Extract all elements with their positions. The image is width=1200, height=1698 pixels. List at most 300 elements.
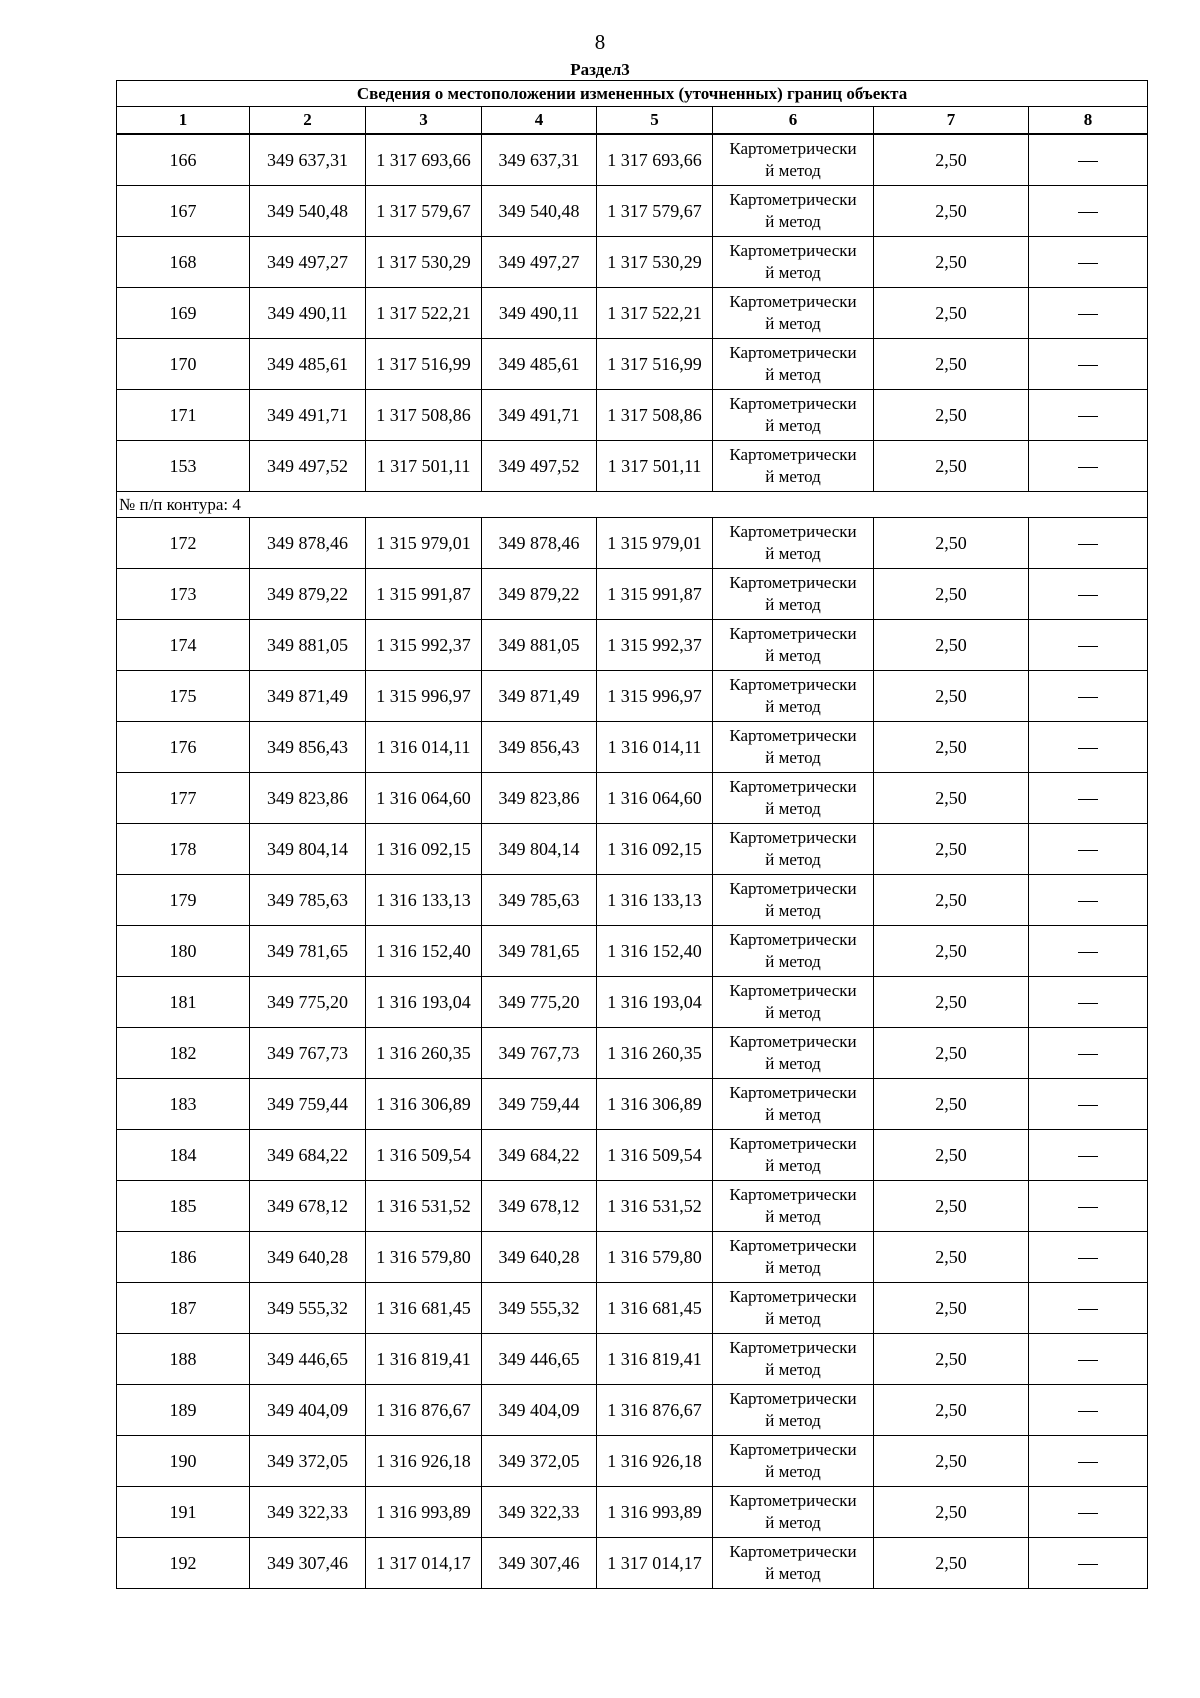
accuracy-cell: 2,50 [874,186,1029,237]
point-number-cell: 186 [117,1232,250,1283]
method-text: й метод [765,1003,821,1022]
note-cell [1029,1385,1148,1436]
x-refined-cell: 349 555,32 [482,1283,597,1334]
x-existing-cell: 349 759,44 [250,1079,366,1130]
method-text: Картометрически [729,930,857,949]
y-refined-cell: 1 316 819,41 [597,1334,713,1385]
method-text: й метод [765,901,821,920]
x-existing-cell: 349 871,49 [250,671,366,722]
method-cell [713,722,874,773]
method-text: Картометрически [729,445,857,464]
table-row [117,1385,1148,1436]
point-number-cell: 185 [117,1181,250,1232]
method-cell [713,1538,874,1589]
x-existing-cell: 349 485,61 [250,339,366,390]
method-text: Картометрически [729,1542,857,1561]
accuracy-cell: 2,50 [874,977,1029,1028]
method-text: Картометрически [729,139,857,158]
x-existing-cell: 349 785,63 [250,875,366,926]
table-row [117,1487,1148,1538]
method-cell [713,1436,874,1487]
method-text: й метод [765,748,821,767]
method-text: й метод [765,1411,821,1430]
x-existing-cell: 349 881,05 [250,620,366,671]
dash-mark [1078,416,1098,417]
method-cell [713,1079,874,1130]
x-existing-cell: 349 678,12 [250,1181,366,1232]
method-cell [713,1487,874,1538]
y-existing-cell: 1 315 991,87 [366,569,482,620]
dash-mark [1078,646,1098,647]
x-existing-cell: 349 775,20 [250,977,366,1028]
table-row [117,722,1148,773]
table-row [117,1130,1148,1181]
table-row [117,1538,1148,1589]
y-refined-cell: 1 316 681,45 [597,1283,713,1334]
accuracy-cell: 2,50 [874,441,1029,492]
y-existing-cell: 1 316 993,89 [366,1487,482,1538]
x-refined-cell: 349 307,46 [482,1538,597,1589]
note-cell [1029,186,1148,237]
method-cell [713,824,874,875]
y-refined-cell: 1 317 530,29 [597,237,713,288]
accuracy-cell: 2,50 [874,1079,1029,1130]
dash-mark [1078,1105,1098,1106]
note-cell [1029,390,1148,441]
method-text: й метод [765,850,821,869]
dash-mark [1078,595,1098,596]
x-refined-cell: 349 856,43 [482,722,597,773]
point-number-cell: 180 [117,926,250,977]
dash-mark [1078,161,1098,162]
x-existing-cell: 349 879,22 [250,569,366,620]
note-cell [1029,1283,1148,1334]
note-cell [1029,134,1148,186]
contour-label: № п/п контура: 4 [117,492,1148,518]
table-body [117,134,1148,1589]
column-number: 7 [874,107,1029,135]
method-text: Картометрически [729,241,857,260]
y-existing-cell: 1 316 133,13 [366,875,482,926]
method-cell [713,1334,874,1385]
y-existing-cell: 1 315 992,37 [366,620,482,671]
accuracy-cell: 2,50 [874,1232,1029,1283]
x-existing-cell: 349 497,52 [250,441,366,492]
x-existing-cell: 349 555,32 [250,1283,366,1334]
note-cell [1029,1487,1148,1538]
method-cell [713,134,874,186]
method-cell [713,1181,874,1232]
x-existing-cell: 349 540,48 [250,186,366,237]
note-cell [1029,1538,1148,1589]
note-cell [1029,339,1148,390]
x-refined-cell: 349 491,71 [482,390,597,441]
coordinates-table [116,80,1148,1589]
method-cell [713,569,874,620]
note-cell [1029,1436,1148,1487]
point-number-cell: 172 [117,518,250,569]
x-refined-cell: 349 540,48 [482,186,597,237]
page-number: 8 [594,30,606,54]
point-number-cell: 174 [117,620,250,671]
x-existing-cell: 349 307,46 [250,1538,366,1589]
dash-mark [1078,952,1098,953]
y-existing-cell: 1 316 152,40 [366,926,482,977]
x-refined-cell: 349 759,44 [482,1079,597,1130]
y-existing-cell: 1 316 014,11 [366,722,482,773]
method-text: Картометрически [729,1389,857,1408]
y-refined-cell: 1 317 522,21 [597,288,713,339]
table-row [117,237,1148,288]
point-number-cell: 177 [117,773,250,824]
method-text: й метод [765,1156,821,1175]
y-refined-cell: 1 316 876,67 [597,1385,713,1436]
y-existing-cell: 1 316 193,04 [366,977,482,1028]
dash-mark [1078,365,1098,366]
note-cell [1029,1232,1148,1283]
method-cell [713,518,874,569]
method-cell [713,339,874,390]
x-existing-cell: 349 804,14 [250,824,366,875]
note-cell [1029,569,1148,620]
y-refined-cell: 1 316 064,60 [597,773,713,824]
y-refined-cell: 1 316 152,40 [597,926,713,977]
point-number-cell: 184 [117,1130,250,1181]
x-refined-cell: 349 678,12 [482,1181,597,1232]
y-refined-cell: 1 316 260,35 [597,1028,713,1079]
x-refined-cell: 349 497,27 [482,237,597,288]
table-row [117,134,1148,186]
method-text: Картометрически [729,1491,857,1510]
table-row [117,288,1148,339]
method-text: й метод [765,1309,821,1328]
x-refined-cell: 349 871,49 [482,671,597,722]
point-number-cell: 178 [117,824,250,875]
point-number-cell: 170 [117,339,250,390]
table-row [117,875,1148,926]
table-row [117,1028,1148,1079]
method-cell [713,926,874,977]
method-cell [713,977,874,1028]
dash-mark [1078,1411,1098,1412]
y-refined-cell: 1 316 531,52 [597,1181,713,1232]
point-number-cell: 188 [117,1334,250,1385]
x-refined-cell: 349 823,86 [482,773,597,824]
method-cell [713,441,874,492]
point-number-cell: 183 [117,1079,250,1130]
table-row [117,1283,1148,1334]
method-text: й метод [765,1207,821,1226]
accuracy-cell: 2,50 [874,875,1029,926]
table-row [117,1232,1148,1283]
y-refined-cell: 1 316 133,13 [597,875,713,926]
note-cell [1029,671,1148,722]
x-refined-cell: 349 881,05 [482,620,597,671]
x-existing-cell: 349 322,33 [250,1487,366,1538]
table-row [117,773,1148,824]
method-cell [713,620,874,671]
table-row [117,1079,1148,1130]
table-row [117,671,1148,722]
table-caption-row [117,81,1148,107]
section-title: Раздел3 [570,60,630,79]
y-refined-cell: 1 315 996,97 [597,671,713,722]
y-existing-cell: 1 317 693,66 [366,134,482,186]
dash-mark [1078,850,1098,851]
y-refined-cell: 1 316 014,11 [597,722,713,773]
method-text: Картометрически [729,343,857,362]
dash-mark [1078,544,1098,545]
column-number: 4 [482,107,597,135]
dash-mark [1078,467,1098,468]
dash-mark [1078,263,1098,264]
method-text: й метод [765,1360,821,1379]
accuracy-cell: 2,50 [874,339,1029,390]
y-refined-cell: 1 316 092,15 [597,824,713,875]
y-refined-cell: 1 316 993,89 [597,1487,713,1538]
y-existing-cell: 1 316 509,54 [366,1130,482,1181]
y-refined-cell: 1 315 979,01 [597,518,713,569]
table-row [117,1436,1148,1487]
method-text: Картометрически [729,573,857,592]
point-number-cell: 153 [117,441,250,492]
method-text: Картометрически [729,1287,857,1306]
x-refined-cell: 349 781,65 [482,926,597,977]
x-existing-cell: 349 490,11 [250,288,366,339]
note-cell [1029,288,1148,339]
accuracy-cell: 2,50 [874,569,1029,620]
y-existing-cell: 1 317 508,86 [366,390,482,441]
method-text: й метод [765,1513,821,1532]
y-existing-cell: 1 317 522,21 [366,288,482,339]
y-existing-cell: 1 316 876,67 [366,1385,482,1436]
dash-mark [1078,1564,1098,1565]
note-cell [1029,977,1148,1028]
point-number-cell: 179 [117,875,250,926]
method-text: й метод [765,212,821,231]
note-cell [1029,773,1148,824]
x-existing-cell: 349 823,86 [250,773,366,824]
y-existing-cell: 1 316 681,45 [366,1283,482,1334]
x-existing-cell: 349 372,05 [250,1436,366,1487]
y-existing-cell: 1 317 516,99 [366,339,482,390]
method-cell [713,390,874,441]
point-number-cell: 173 [117,569,250,620]
accuracy-cell: 2,50 [874,671,1029,722]
column-number-row [117,107,1148,135]
accuracy-cell: 2,50 [874,722,1029,773]
method-text: й метод [765,799,821,818]
accuracy-cell: 2,50 [874,1283,1029,1334]
column-number: 3 [366,107,482,135]
table-caption: Сведения о местоположении измененных (уточненных) границ объекта [117,81,1148,107]
y-existing-cell: 1 316 092,15 [366,824,482,875]
y-refined-cell: 1 317 579,67 [597,186,713,237]
y-existing-cell: 1 316 064,60 [366,773,482,824]
method-text: й метод [765,314,821,333]
x-refined-cell: 349 640,28 [482,1232,597,1283]
x-refined-cell: 349 684,22 [482,1130,597,1181]
method-text: Картометрически [729,292,857,311]
point-number-cell: 191 [117,1487,250,1538]
table-row [117,824,1148,875]
accuracy-cell: 2,50 [874,518,1029,569]
column-number: 2 [250,107,366,135]
x-refined-cell: 349 485,61 [482,339,597,390]
y-existing-cell: 1 317 579,67 [366,186,482,237]
x-existing-cell: 349 767,73 [250,1028,366,1079]
accuracy-cell: 2,50 [874,1130,1029,1181]
method-cell [713,237,874,288]
x-existing-cell: 349 684,22 [250,1130,366,1181]
method-text: й метод [765,416,821,435]
y-existing-cell: 1 316 819,41 [366,1334,482,1385]
x-refined-cell: 349 404,09 [482,1385,597,1436]
dash-mark [1078,212,1098,213]
y-existing-cell: 1 315 996,97 [366,671,482,722]
x-refined-cell: 349 785,63 [482,875,597,926]
table-row [117,441,1148,492]
accuracy-cell: 2,50 [874,1385,1029,1436]
method-text: й метод [765,263,821,282]
x-refined-cell: 349 878,46 [482,518,597,569]
dash-mark [1078,1360,1098,1361]
method-text: й метод [765,1105,821,1124]
x-existing-cell: 349 878,46 [250,518,366,569]
y-existing-cell: 1 317 014,17 [366,1538,482,1589]
accuracy-cell: 2,50 [874,390,1029,441]
x-existing-cell: 349 781,65 [250,926,366,977]
note-cell [1029,824,1148,875]
x-existing-cell: 349 497,27 [250,237,366,288]
note-cell [1029,1130,1148,1181]
point-number-cell: 175 [117,671,250,722]
point-number-cell: 187 [117,1283,250,1334]
contour-row [117,492,1148,518]
table-row [117,390,1148,441]
table-row [117,186,1148,237]
method-text: Картометрически [729,777,857,796]
dash-mark [1078,1156,1098,1157]
method-cell [713,186,874,237]
accuracy-cell: 2,50 [874,134,1029,186]
table-row [117,518,1148,569]
method-cell [713,1283,874,1334]
y-existing-cell: 1 316 926,18 [366,1436,482,1487]
dash-mark [1078,1462,1098,1463]
x-refined-cell: 349 804,14 [482,824,597,875]
accuracy-cell: 2,50 [874,1028,1029,1079]
accuracy-cell: 2,50 [874,926,1029,977]
x-existing-cell: 349 491,71 [250,390,366,441]
method-text: й метод [765,1054,821,1073]
note-cell [1029,1079,1148,1130]
x-refined-cell: 349 372,05 [482,1436,597,1487]
dash-mark [1078,799,1098,800]
method-text: Картометрически [729,1134,857,1153]
y-refined-cell: 1 316 306,89 [597,1079,713,1130]
accuracy-cell: 2,50 [874,620,1029,671]
method-cell [713,1385,874,1436]
x-refined-cell: 349 775,20 [482,977,597,1028]
method-text: й метод [765,646,821,665]
note-cell [1029,441,1148,492]
column-number: 1 [117,107,250,135]
y-refined-cell: 1 316 509,54 [597,1130,713,1181]
method-text: Картометрически [729,1083,857,1102]
accuracy-cell: 2,50 [874,1181,1029,1232]
y-existing-cell: 1 315 979,01 [366,518,482,569]
method-text: Картометрически [729,190,857,209]
note-cell [1029,1028,1148,1079]
point-number-cell: 189 [117,1385,250,1436]
dash-mark [1078,1054,1098,1055]
method-text: й метод [765,595,821,614]
x-refined-cell: 349 879,22 [482,569,597,620]
method-cell [713,773,874,824]
table-row [117,339,1148,390]
accuracy-cell: 2,50 [874,1538,1029,1589]
note-cell [1029,518,1148,569]
y-refined-cell: 1 316 193,04 [597,977,713,1028]
y-refined-cell: 1 317 516,99 [597,339,713,390]
method-text: Картометрически [729,981,857,1000]
y-refined-cell: 1 317 693,66 [597,134,713,186]
x-existing-cell: 349 404,09 [250,1385,366,1436]
accuracy-cell: 2,50 [874,237,1029,288]
x-refined-cell: 349 637,31 [482,134,597,186]
dash-mark [1078,1513,1098,1514]
dash-mark [1078,314,1098,315]
method-text: Картометрически [729,726,857,745]
y-existing-cell: 1 316 260,35 [366,1028,482,1079]
table-row [117,1334,1148,1385]
x-refined-cell: 349 497,52 [482,441,597,492]
method-text: й метод [765,1564,821,1583]
method-text: й метод [765,1462,821,1481]
table-row [117,569,1148,620]
accuracy-cell: 2,50 [874,288,1029,339]
y-existing-cell: 1 317 530,29 [366,237,482,288]
method-cell [713,288,874,339]
point-number-cell: 176 [117,722,250,773]
table-row [117,1181,1148,1232]
note-cell [1029,875,1148,926]
method-text: Картометрически [729,1440,857,1459]
point-number-cell: 171 [117,390,250,441]
method-text: Картометрически [729,624,857,643]
x-existing-cell: 349 446,65 [250,1334,366,1385]
method-cell [713,1130,874,1181]
dash-mark [1078,748,1098,749]
column-number: 6 [713,107,874,135]
x-existing-cell: 349 640,28 [250,1232,366,1283]
note-cell [1029,722,1148,773]
accuracy-cell: 2,50 [874,1487,1029,1538]
accuracy-cell: 2,50 [874,824,1029,875]
point-number-cell: 169 [117,288,250,339]
method-text: й метод [765,1258,821,1277]
y-refined-cell: 1 317 508,86 [597,390,713,441]
dash-mark [1078,1309,1098,1310]
dash-mark [1078,697,1098,698]
method-text: Картометрически [729,828,857,847]
x-existing-cell: 349 856,43 [250,722,366,773]
method-text: й метод [765,161,821,180]
x-refined-cell: 349 446,65 [482,1334,597,1385]
y-existing-cell: 1 316 531,52 [366,1181,482,1232]
y-refined-cell: 1 317 014,17 [597,1538,713,1589]
